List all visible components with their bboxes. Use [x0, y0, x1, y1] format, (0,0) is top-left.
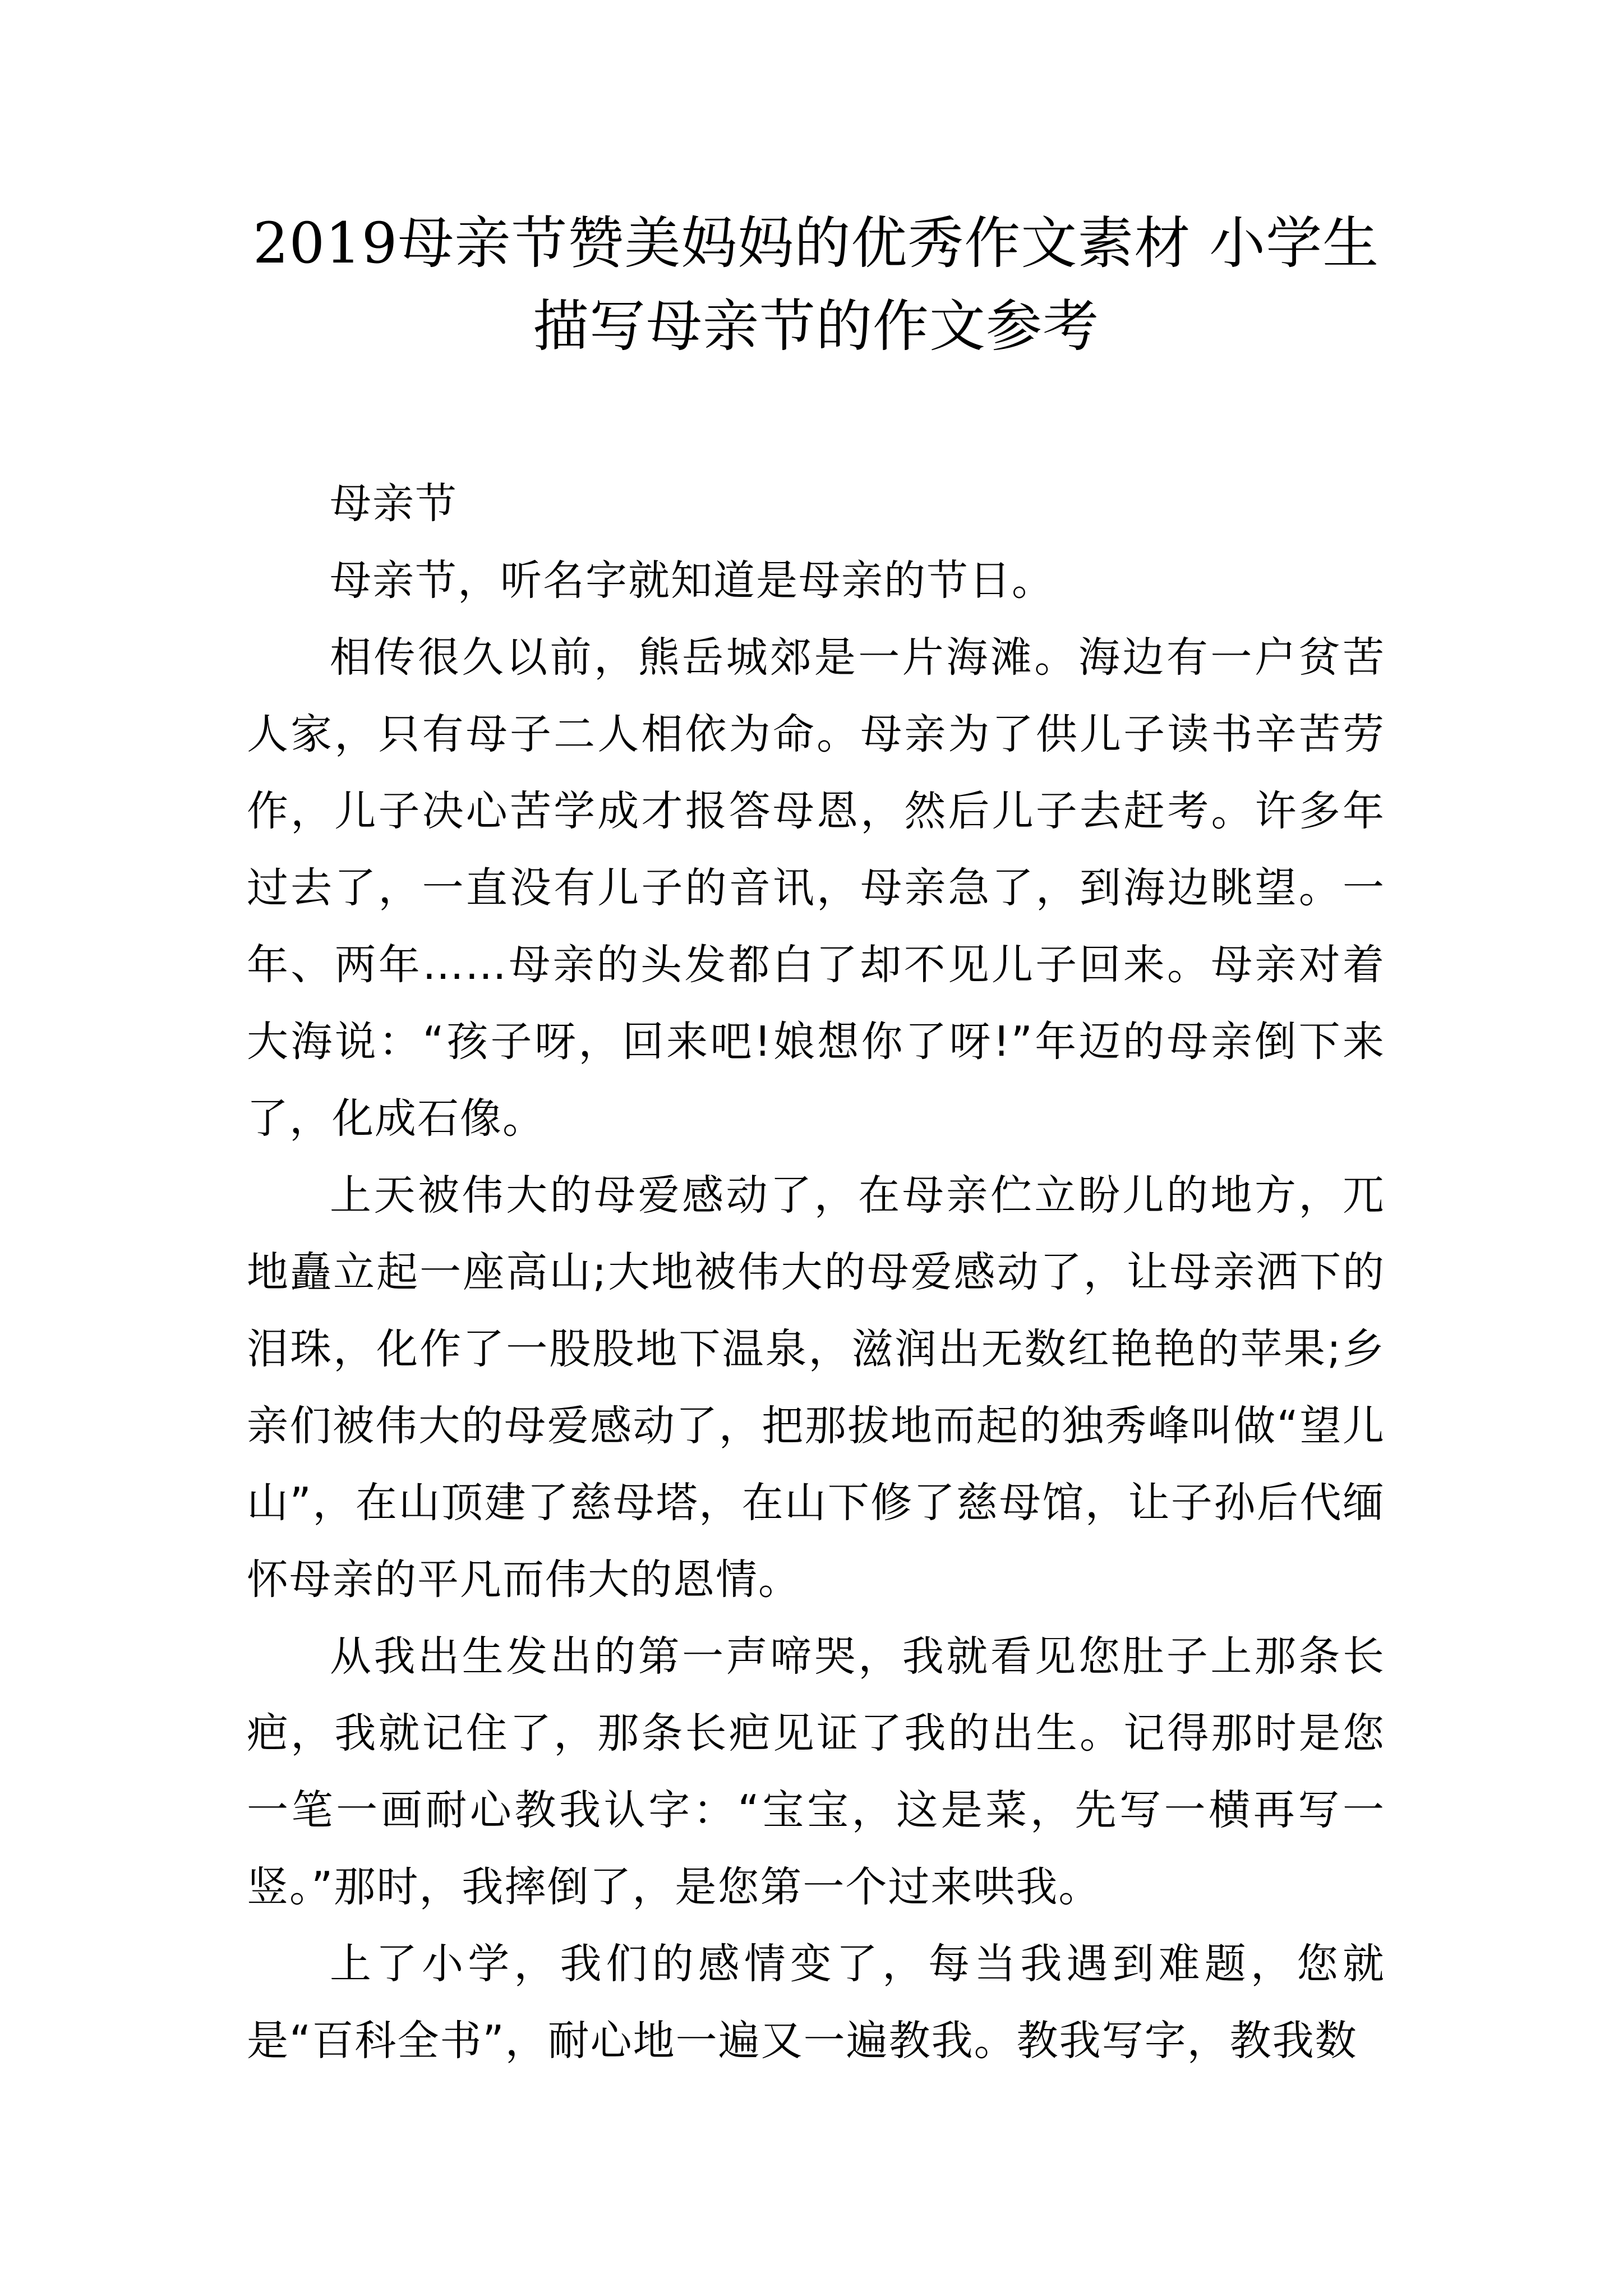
paragraph: 母亲节，听名字就知道是母亲的节日。: [330, 556, 1054, 605]
paragraph-heading: 母亲节: [330, 480, 458, 528]
paragraph: 相传很久以前，熊岳城郊是一片海滩。海边有一户贫苦人家，只有母子二人相依为命。母亲为了供儿子读书辛苦劳作，儿子决心苦学成才报答母恩，然后儿子去赶考。许多年过去了，一直没有儿子的音讯，母亲急了，到海边眺望。一年、两年……母亲的头发都白了却不见儿子回来。母亲对着大海说：“孩子呀，回来吧!娘想你了呀!”年迈的母亲倒下来了，化成石像。: [247, 633, 1385, 1143]
document-title: 2019母亲节赞美妈妈的优秀作文素材 小学生描写母亲节的作文参考: [252, 210, 1380, 359]
paragraph: 上了小学，我们的感情变了，每当我遇到难题，您就是“百科全书”，耐心地一遍又一遍教我。教我写字，教我数: [247, 1940, 1385, 2065]
paragraph: 上天被伟大的母爱感动了，在母亲伫立盼儿的地方，兀地矗立起一座高山;大地被伟大的母爱感动了，让母亲洒下的泪珠，化作了一股股地下温泉，滋润出无数红艳艳的苹果;乡亲们被伟大的母爱感动了，把那拔地而起的独秀峰叫做“望儿山”，在山顶建了慈母塔，在山下修了慈母馆，让子孙后代缅怀母亲的平凡而伟大的恩情。: [247, 1171, 1385, 1604]
document-body: [247, 466, 1385, 2079]
paragraph: 从我出生发出的第一声啼哭，我就看见您肚子上那条长疤，我就记住了，那条长疤见证了我的出生。记得那时是您一笔一画耐心教我认字：“宝宝，这是菜，先写一横再写一竖。”那时，我摔倒了，是您第一个过来哄我。: [247, 1632, 1385, 1911]
